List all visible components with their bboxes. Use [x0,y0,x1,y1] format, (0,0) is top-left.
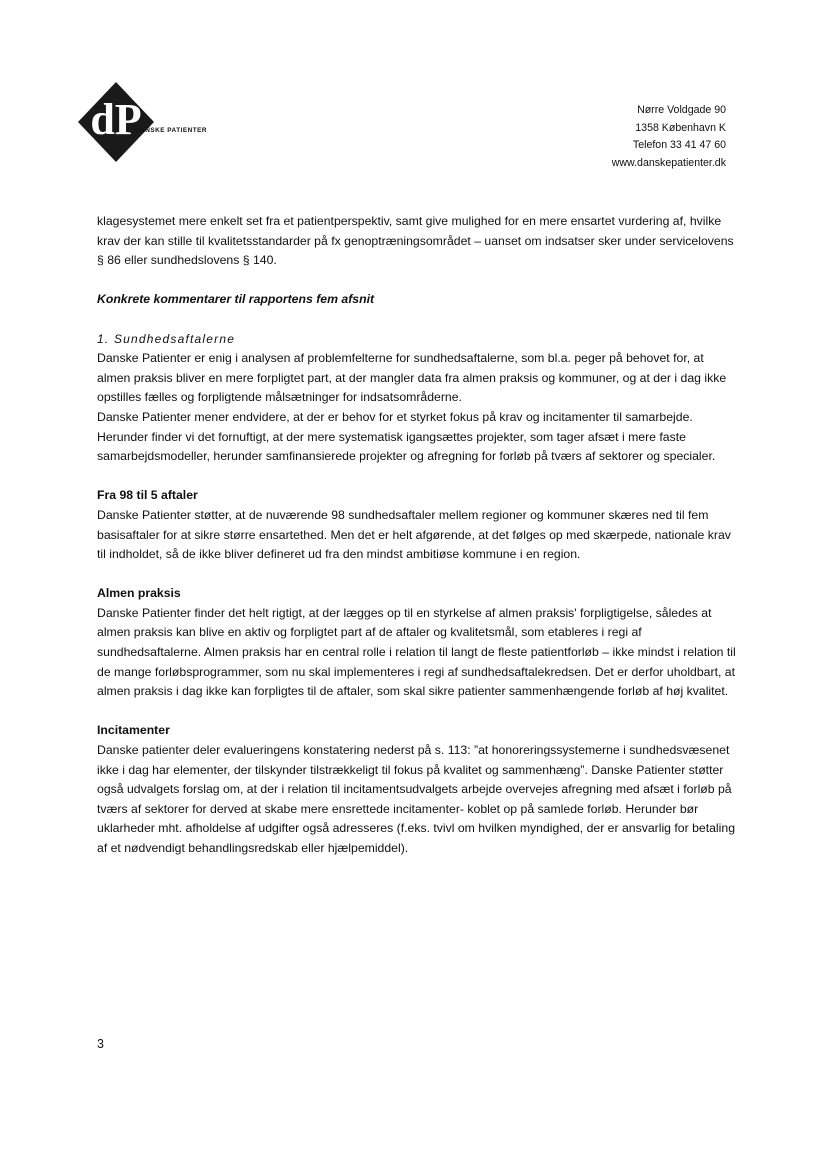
paragraph-fra-98-til-5: Danske Patienter støtter, at de nuværende 98 sundhedsaftaler mellem regioner og kommuner skæres ned til fem basisaftaler for at sikre større ensartethed. Men det er helt afgørende, at det følges op med skærpede, nationale krav til indholdet, så de ikke bliver defineret ud fra den mindst ambitiøse kommune i en region. [97,507,731,562]
paragraph-almen-praksis: Danske Patienter finder det helt rigtigt, at der lægges op til en styrkelse af almen praksis' forpligtigelse, således at almen praksis kan blive en aktiv og forpligtet part af de aftaler og kvalitetsmål, som etableres i regi af sundhedsaftalerne. Almen praksis har en central rolle i relation til langt de fleste patientforløb – ikke mindst i relation til de mange forløbsprogrammer, som nu skal implementeres i regi af sundhedsaftalekredsen. Det er derfor uholdbart, at almen praksis i dag ikke kan forpligtes til de aftaler, som skal sikre patienter sammenhængende forløb af høj kvalitet. [97,605,736,699]
subheading-almen-praksis: Almen praksis [97,586,181,601]
paragraph-incitamenter: Danske patienter deler evalueringens konstatering nederst på s. 113: ”at honoreringssystemerne i sundhedsvæsenet ikke i dag har elementer, der tilskynder tilstrækkeligt til fokus på kvalitet og sammenhæng”. Danske Patienter støtter også udvalgets forslag om, at der i relation til incitamentsudvalgets arbejde overvejes afregning med afsæt i forløb på tværs af sektorer for derved at skabe mere ensrettede incitamenter- koblet op på samlede forløb. Herunder bør uklarheder mht. afholdelse af udgifter også adresseres (f.eks. tvivl om hvilken myndighed, der er ansvarlig for betaling af et nødvendigt behandlingsredskab eller hjælpemiddel). [97,743,736,855]
address-street: Nørre Voldgade 90 [637,104,726,116]
section-1-paragraph-1: Danske Patienter er enig i analysen af problemfelterne for sundhedsaftalerne, som bl.a. peger på behovet for, at almen praksis bliver en mere forpligtet part, at der mangler data fra almen praksis og kommuner, og at der i dag ikke opstilles fælles og forpligtende målsætninger for indsatsområderne. [97,351,727,405]
document-body [97,212,737,859]
section-1-title: 1. Sundhedsaftalerne [97,331,236,346]
section-1-paragraph-2: Danske Patienter mener endvidere, at der er behov for et styrket fokus på krav og incitamenter til samarbejde. Herunder finder vi det fornuftigt, at der mere systematisk igangsættes projekter, som tager afsæt i mere faste samarbejdsmodeller, herunder samfinansierede projekter og afregning for forløb på tværs af sektorer og specialer. [97,409,716,464]
address-city: 1358 København K [635,121,726,134]
sender-address [612,102,726,172]
address-phone: Telefon 33 41 47 60 [632,139,726,151]
logo-text: DANSKE PATIENTER [135,127,208,134]
subheading-fra-98-til-5: Fra 98 til 5 aftaler [97,488,198,503]
danske-patienter-logo [78,82,238,162]
logo-diamond-icon [78,82,238,162]
page-number: 3 [97,1037,104,1051]
main-heading: Konkrete kommentarer til rapportens fem afsnit [97,292,375,307]
intro-paragraph: klagesystemet mere enkelt set fra et patientperspektiv, samt give mulighed for en mere ensartet vurdering af, hvilke krav der kan stille til kvalitetsstandarder på fx genoptræningsområdet – uanset om indsatser sker under servicelovens § 86 eller sundhedslovens § 140. [97,214,734,268]
subheading-incitamenter: Incitamenter [97,723,170,738]
address-web: www.danskepatienter.dk [611,156,726,169]
svg-text:dP: dP [90,95,142,144]
